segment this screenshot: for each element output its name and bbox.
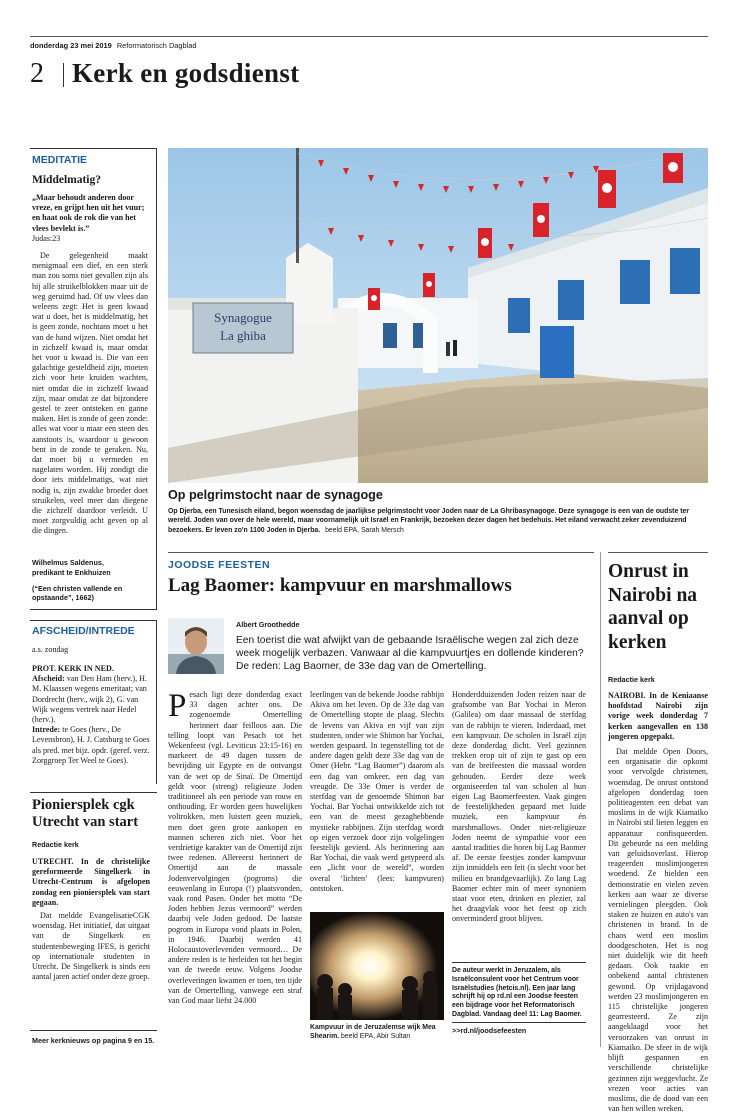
- nairobi-headline: Onrust in Nairobi na aanval op kerken: [608, 561, 698, 653]
- pioniersplek-footer: Meer kerknieuws op pagina 9 en 15.: [32, 1036, 155, 1045]
- meditatie-body: De gelegenheid maakt menigmaal een dief, en een sterk man zou soms niet gevallen zijn als hij alle struikelblokken maar uit de weg geruimd had. Of uw vlees dan weleens zegt: Het is geen kwaad wat u doet, het is middelmatig, het is geen zonde, nochtans moet u het van de hand wijzen. Niet omdat het in zichzelf kwaad is, maar omdat het voor u kwaad is. Die van een galachtige gesteldheid zijn, moeten zich voor hete kruiden wachten, niet omdat die in zichzelf kwaad zijn, maar omdat ze dat bijzondere gestel te zeer ontsteken en ganne maken. Het is zonde of geen zonde: alles wat voor u maar een steen des aanstoots is, waardoor u gewoon bent in de zonde te geraken. Nu, dat moet bij u vermeden en nagelaten worden. Hij zondigt die door iets middelmatigs, wat niet nodig is, zijn zwakke broeder doet struikelen, veel meer dan diegene die zichzelf daardoor verleidt. U moet zorgvuldig acht geven op al die dingen.: [32, 251, 148, 536]
- author-photo: [168, 618, 224, 674]
- main-photo-headline: Op pelgrimstocht naar de synagoge: [168, 488, 383, 502]
- nairobi-body: Dat meldde Open Doors, een organisatie die opkomt voor vervolgde christenen, woensdag. De onrust ontstond afgelopen donderdag toen politieagenten een debat van moslims in de wijk Kiamaiko in Nairobi stil lieten leggen en apparatuur confisqueerden. Dit gebeurde na een melding van geluidsoverlast. Hierop reageerden moslimjongeren woedend. Ze hielden een demonstratie en vielen zeven kerken aan waar ze diverse vernielingen pleegden. Ook staken ze huizen en auto's van christenen in brand. In de chaos werd een moslim doodgeschoten. Het is nog niet duidelijk wie dit heeft gedaan. Ook raakte en onbekend aantal christenen gewond. Op vrijdagavond werden 23 moslimjongeren en 115 christelijke jongeren gearresteerd. Ze zijn aangeklaagd voor het veroorzaken van onrust in Kiamaiko. De sfeer in de wijk blijft gespannen en verschillende christelijke gezinnen zijn weggevlucht. Ze vrezen voor acties van moslims, die de dood van een van hen willen wreken.: [608, 747, 708, 1114]
- pioniersplek-lead-place: UTRECHT.: [32, 857, 74, 866]
- section-title: Kerk en godsdienst: [72, 58, 300, 88]
- intrede-text: te Goes (herv., De Levensbron), H. J. Catsburg te Goes als pred. met bijz. opdr. (geref. verz. Zorggroep Ter Weel te Goes).: [32, 725, 150, 765]
- afscheid-church: PROT. KERK IN NED.: [32, 664, 114, 673]
- pioniersplek-body: Dat meldde EvangelisatieCGK woensdag. Het initiatief, dat uitgaat van de Singelkerk en studentenbeweging IFES, is gericht op internationale studenten in Utrecht. De Singelkerk is sinds een aantal jaren actief onder deze groep.: [32, 911, 150, 982]
- main-photo-credit: beeld EPA, Sarah Mersch: [325, 526, 404, 534]
- main-photo: [168, 148, 708, 483]
- meditatie-reference: Judas:23: [32, 233, 61, 243]
- meditatie-author: Wilhelmus Saldenus,: [32, 558, 104, 567]
- meditatie-source: (“Een christen vallende en opstaande”, 1662): [32, 584, 123, 602]
- nairobi-byline: Redactie kerk: [608, 675, 655, 684]
- fire-caption: [310, 1024, 444, 1042]
- main-photo-caption-text: Op Djerba, een Tunesisch eiland, begon woensdag de jaarlijkse pelgrimstocht voor Joden naar de La Ghribasynagoge. Deze synagoge is een van de oudste ter wereld. Joden van over de hele wereld, maar voornamelijk uit Israël en Frankrijk, bezoeken dezer dagen het bedehuis. Het eiland verwacht zeker zevenduizend bezoekers. Er leven zo'n 1100 Joden in Djerba.: [168, 508, 690, 534]
- page-number: 2: [30, 58, 44, 89]
- dateline: [30, 41, 197, 50]
- dropcap: P: [168, 688, 187, 724]
- meditatie-title: Middelmatig?: [32, 174, 101, 186]
- author-avatar: [168, 618, 224, 674]
- pioniersplek-headline: Pioniersplek cgk Utrecht van start: [32, 797, 139, 830]
- main-photo-caption: [168, 507, 708, 535]
- author-note-rule: [452, 962, 586, 963]
- nairobi-lead-text: In de Keniaanse hoofdstad Nairobi zijn vorige week donderdag 7 kerken aangevallen en 138 jongeren opgepakt.: [608, 691, 708, 741]
- nairobi-lead: [608, 691, 708, 742]
- top-rule: [30, 36, 708, 37]
- lag-baomer-col2: leerlingen van de bekende Joodse rabbijn Akiva om het leven. Op de 33e dag van de Omertelling stopte de plaag. Slechts de levens van Akiva en vijf van zijn studenten, onder wie Shimon bar Yochai, werden gespaard. In tegenstelling tot de andere dagen geldt deze 33e dag van de Omer (Hebr. “Lag Baomer”) daarom als een dag van omkeer, een dag van vreugde. De 33e Omer is verder de sterfdag van de genoemde Shimon bar Yochai. Bar Yochai ontwikkelde zich tot een van de meest gezaghebbende mystieke rabbijnen. Zijn sterfdag wordt op eigen verzoek door zijn volgelingen feestelijk gevierd. Als herinnering aan Bar Yochai, die vaak werd getypeerd als een „licht voor de wereld”, worden overal ‘lichten’ (lees: kampvuren) ontstoken.: [310, 690, 444, 893]
- dateline-date: donderdag 23 mei 2019: [30, 41, 112, 50]
- nairobi-lead-place: NAIROBI.: [608, 691, 646, 700]
- dateline-paper: Reformatorisch Dagblad: [116, 41, 197, 50]
- pioniersplek-byline: Redactie kerk: [32, 840, 79, 849]
- meditatie-quote: [32, 193, 148, 244]
- joodse-feesten-link[interactable]: >>rd.nl/joodsefeesten: [452, 1026, 527, 1035]
- afscheid-subtitle: a.s. zondag: [32, 645, 69, 654]
- afscheid-text: van Den Ham (herv.), H. M. Klaassen wegens emeritaat; van Dordrecht (herv., wijk 2), G. van Wijk wegens vertrek naar Hedel (herv.).: [32, 674, 148, 725]
- fire-caption-credit: beeld EPA, Abir Sultan: [341, 1032, 411, 1040]
- link-rule: [452, 1022, 586, 1023]
- lag-baomer-col3: Honderdduizenden Joden reizen naar de grafsombe van Bar Yochai in Meron (Galilea) om daar massaal de sterfdag van de rabbijn te vieren. Inderdaad, met een kampvuur. De scholen in Israël zijn deze donderdag dicht. Veel gezinnen trekken erop uit of zijn te gast op een van de breifeesten die massaal worden gehouden. Eerder deze week organiseerden tal van scholen al hun eigen Lag Baomerfeesten. Vaak gingen de feestelijkheden gepaard met luide muziek, een kampvuur én marshmallows. Onder niet-religieuze Joden neemt de sympathie voor een aantal tradities die horen bij Lag Baomer af. De eerste feestjes zonder kampvuur zijn inmiddels een feit (is slecht voor het milieu en brandgevaarlijk). Zo lang Lag Baomer echter min of meer synoniem staat voor eten, drinken en plezier, zal het draagvlak voor het feest op zich onverminderd groot blijven.: [452, 690, 586, 924]
- afscheid-body: [32, 664, 150, 766]
- lag-baomer-col1-text: esach ligt deze donderdag exact 33 dagen achter ons. De zogenoemde Omertelling herinnert daar feilloos aan. Die telling loopt van Pesach tot het Wekenfeest (vgl. Leviticus 23:15-16) en markeert de 49 dagen tussen de bevrijding uit Egypte en de ontvangst van de wet op de Sinaï. De Omertijd geldt voor (streng) religieuze Joden traditioneel als een periode van rouw en onthouding. Er worden geen huwelijken voltrokken, men luistert geen muziek, men doet geen grote aankopen en mannen scheren zich niet. Voor het verdrietige karakter van de Omertijd zijn twee redenen. Allereerst herinnert de Omertijd aan de massale Jodenvervolgingen (pogroms) die eeuwenlang in Europa (!) plaatsvonden, vaak rond Pasen. Onder het motto “De Joden hebben Jezus vermoord” werden daarbij vele Joden gedood. De laatste pogrom in Europa vond plaats in Polen, in 1946. Daarbij werden 41 Holocaustoverlevenden vermoord… De andere reden is te herleiden tot het begin van de tweede eeuw. Volgens Joodse overleveringen kwamen er toen, ten tijde van de Omertelling, vanwege een straf van God maar liefst 24.000: [168, 690, 302, 1006]
- fire-photo: [310, 912, 444, 1020]
- meditatie-author-role: predikant te Enkhuizen: [32, 568, 111, 577]
- intrede-term: Intrede:: [32, 725, 61, 735]
- fire-caption-text: Kampvuur in de Jeruzalemse wijk Mea Shearim.: [310, 1024, 436, 1040]
- lag-baomer-author: Albert Groothedde: [236, 620, 300, 629]
- afscheid-label: AFSCHEID/INTREDE: [32, 625, 135, 637]
- lag-baomer-kicker: JOODSE FEESTEN: [168, 559, 271, 571]
- section-divider: [63, 63, 64, 87]
- pioniersplek-rule: [30, 792, 157, 793]
- meditatie-quote-text: „Maar behoudt anderen door vreze, en grijpt hen uit het vuur; en haat ook de rok die van het vlees bevlekt is.”: [32, 193, 145, 233]
- sign-line2: La ghiba: [220, 328, 266, 343]
- meditatie-label: MEDITATIE: [32, 154, 88, 166]
- afscheid-term: Afscheid:: [32, 674, 65, 684]
- nairobi-divider: [600, 552, 601, 1047]
- pioniersplek-lead: [32, 857, 150, 908]
- pioniersplek-lead-text: In de christelijke gereformeerde Singelkerk in Utrecht-Centrum is afgelopen zondag een pioniersplek van start gegaan.: [32, 857, 151, 907]
- pioniersplek-bottom-rule: [30, 1030, 157, 1031]
- author-note: De auteur werkt in Jeruzalem, als Israëlconsulent voor het Centrum voor Israëlstudies (hetcis.nl). Een jaar lang schrijft hij op rd.nl een Joodse feesten een bijdrage voor het Reformatorisch Dagblad. Vandaag deel 11: Lag Baomer.: [452, 967, 582, 1018]
- sign-line1: Synagogue: [214, 310, 272, 325]
- lag-baomer-headline: Lag Baomer: kampvuur en marshmallows: [168, 575, 512, 596]
- fire-image: [310, 912, 444, 1020]
- nairobi-rule: [608, 552, 708, 553]
- lag-baomer-intro: Een toerist die wat afwijkt van de gebaande Israëlische wegen zal zich deze week mogelijk verbazen. Vanwaar al die kampvuurtjes en dollende kinderen? De reden: Lag Baomer, de 33e dag van de Omertelling.: [236, 635, 584, 673]
- synagogue-photo: [168, 148, 708, 483]
- lag-baomer-rule: [168, 552, 594, 553]
- lag-baomer-col1: [168, 690, 302, 1006]
